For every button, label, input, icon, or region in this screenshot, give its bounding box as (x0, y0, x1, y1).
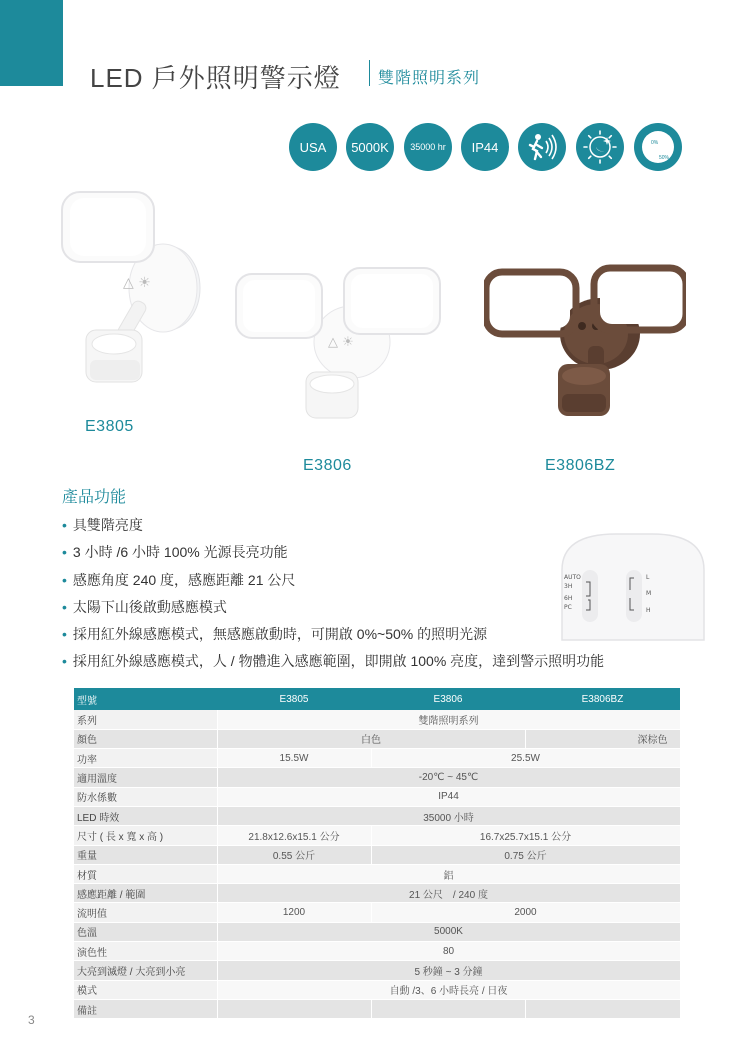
table-row: 顏色 白色 深棕色 (74, 729, 680, 748)
svg-text:△ ☀: △ ☀ (328, 335, 354, 350)
usa-badge: USA (289, 123, 337, 171)
spec-header-e3806: E3806 (371, 688, 525, 710)
motion-sensor-icon (518, 123, 566, 171)
table-row: LED 時效 35000 小時 (74, 806, 680, 825)
table-row: 模式 自動 /3、6 小時長亮 / 日夜 (74, 980, 680, 999)
feature-item: • 太陽下山後啟動感應模式 (62, 598, 227, 615)
spec-table (74, 688, 681, 1019)
table-row: 大亮到滅燈 / 大亮到小亮 5 秒鐘 ~ 3 分鐘 (74, 961, 680, 980)
page-title: LED 戶外照明警示燈 (90, 63, 341, 93)
switch-l-label: L (646, 574, 650, 581)
svg-text:△ ☀: △ ☀ (123, 275, 151, 291)
e3805-product-image (58, 188, 208, 398)
feature-item: • 3 小時 /6 小時 100% 光源長亮功能 (62, 544, 288, 561)
e3806bz-model-label: E3806BZ (545, 457, 616, 474)
table-row: 系列 雙階照明系列 (74, 710, 680, 729)
e3806-model-label: E3806 (303, 457, 352, 474)
page-number: 3 (28, 1013, 35, 1027)
corner-accent-block (0, 0, 63, 86)
table-row: 感應距離 / 範圍 21 公尺 / 240 度 (74, 884, 680, 903)
spec-header-model: 型號 (74, 688, 217, 710)
ip-badge: IP44 (461, 123, 509, 171)
feature-item: • 採用紅外線感應模式，無感應啟動時，可開啟 0%~50% 的照明光源 (62, 626, 488, 643)
table-row: 色溫 5000K (74, 922, 680, 941)
switch-6h-label: 6H (564, 595, 573, 602)
lifetime-badge: 35000 hr (404, 123, 452, 171)
dimmer-50-label: 50% (659, 155, 670, 161)
cct-badge: 5000K (346, 123, 394, 171)
e3806-product-image (232, 264, 444, 424)
feature-item: • 具雙階亮度 (62, 517, 143, 533)
switch-pc-label: PC (564, 604, 572, 611)
table-row: 防水係數 IP44 (74, 787, 680, 806)
table-row: 流明值 1200 2000 (74, 903, 680, 922)
e3806bz-product-image (484, 264, 686, 422)
switch-m-label: M (646, 590, 652, 597)
table-row: 重量 0.55 公斤 0.75 公斤 (74, 845, 680, 864)
spec-header-row (74, 688, 680, 710)
features-title: 產品功能 (62, 489, 127, 506)
table-row: 適用溫度 -20℃ ~ 45℃ (74, 768, 680, 787)
feature-item: • 感應角度 240 度，感應距離 21 公尺 (62, 571, 296, 588)
feature-list (62, 517, 604, 681)
page-subtitle: 雙階照明系列 (378, 70, 481, 87)
table-row: 演色性 80 (74, 942, 680, 961)
control-switch-image (556, 530, 710, 642)
table-row: 尺寸 ( 長 x 寬 x 高 ) 21.8x12.6x15.1 公分 16.7x25.7x15.1 公分 (74, 826, 680, 845)
e3805-model-label: E3805 (85, 418, 134, 435)
dimmer-icon (634, 123, 682, 171)
switch-3h-label: 3H (564, 583, 573, 590)
feature-item: • 採用紅外線感應模式，人 / 物體進入感應範圍，即開啟 100% 亮度，達到警示照明功能 (62, 653, 605, 670)
title-divider (369, 60, 370, 86)
table-row: 功率 15.5W 25.5W (74, 749, 680, 768)
switch-auto-label: AUTO (564, 574, 581, 581)
spec-header-e3805: E3805 (217, 688, 371, 710)
spec-header-e3806bz: E3806BZ (525, 688, 680, 710)
dimmer-0-label: 0% (651, 140, 659, 146)
day-night-icon (576, 123, 624, 171)
table-row: 材質 鋁 (74, 864, 680, 883)
switch-h-label: H (646, 607, 651, 614)
table-row: 備註 (74, 999, 680, 1018)
